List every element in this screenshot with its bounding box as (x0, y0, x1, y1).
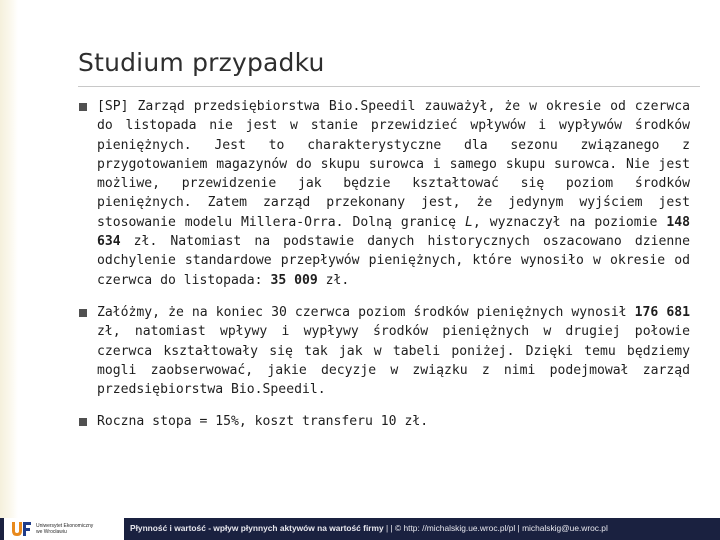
university-logo (4, 518, 124, 540)
title-divider (78, 86, 700, 87)
footer-website-link[interactable]: © http: //michalskig.ue.wroc.pl/pl (395, 523, 516, 533)
bullet-case-description (78, 97, 690, 290)
bullet-text: [SP] Zarząd przedsiębiorstwa Bio.Speedil zauważył, że w okresie od czerwca do listopada nie jest w stanie przewidzieć wpływów i wypływów środków pieniężnych. Jest to charakterystyczne dla sezonu związanego z przygotowaniem magazynów do skupu surowca i samego skupu surowca. Nie jest możliwe, przewidzenie jak będzie kształtować się poziom środków pieniężnych. Zatem zarząd przekonany jest, że jedynym wyjściem jest stosowanie modelu Millera-Orra. Dolną granicę (97, 99, 690, 230)
std-dev-value: 35 009 (270, 272, 318, 288)
square-bullet-icon (79, 309, 87, 317)
square-bullet-icon (79, 103, 87, 111)
university-logo-icon (10, 520, 32, 538)
bullet-text: , wyznaczył na poziomie (472, 214, 667, 230)
lower-limit-symbol: L (464, 214, 473, 230)
logo-text-line: Uniwersytet Ekonomiczny (36, 523, 94, 529)
footer-separator: | | (383, 523, 395, 533)
bullet-text: Roczna stopa = 15%, koszt transferu 10 zł. (97, 414, 429, 430)
slide-title: Studium przypadku (78, 48, 325, 77)
footer-email-link[interactable]: michalskig@ue.wroc.pl (522, 523, 608, 533)
lower-limit-value: 148 634 (97, 214, 691, 250)
bullet-text: Załóżmy, że na koniec 30 czerwca poziom środków pieniężnych wynosił (97, 304, 635, 320)
bullet-rate-and-cost (78, 412, 690, 431)
left-decor-stripe (0, 0, 18, 518)
footer-text (130, 523, 608, 533)
bullet-text: zł. (317, 272, 350, 288)
footer-tagline: Płynność i wartość - wpływ płynnych aktywów na wartość firmy (130, 523, 384, 533)
bullet-text: zł, natomiast wpływy i wypływy środków pieniężnych w drugiej połowie czerwca kształtowały się tak jak w tabeli poniżej. Dzięki temu będziemy mogli zaobserwować, jakie decyzje w związku z nimi podejmował zarząd przedsiębiorstwa Bio.Speedil. (97, 324, 690, 398)
footer-separator: | (515, 523, 523, 533)
cash-level-value: 176 681 (634, 304, 690, 320)
university-logo-text (36, 523, 93, 535)
bullet-list (78, 97, 690, 445)
logo-text-line: we Wrocławiu (36, 529, 67, 535)
square-bullet-icon (79, 418, 87, 426)
bullet-text: zł. Natomiast na podstawie danych historycznych oszacowano dzienne odchylenie standardowe przepływów pieniężnych, które wynosiło w okresie od czerwca do listopada: (97, 234, 690, 288)
bullet-assumption (78, 303, 690, 399)
